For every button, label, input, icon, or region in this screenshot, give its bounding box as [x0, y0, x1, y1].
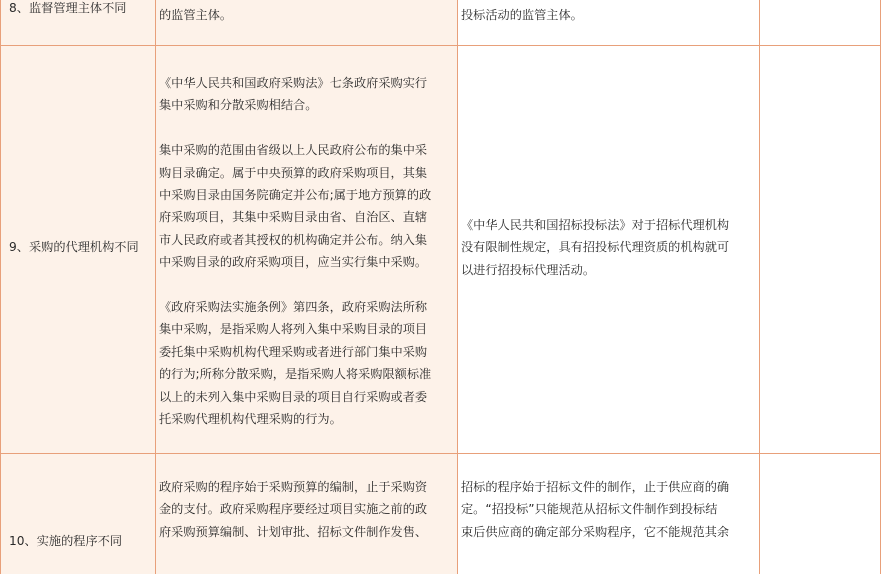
row-9-bidding-cell — [458, 46, 760, 454]
row-8-government-procurement-cell — [156, 0, 458, 46]
row-9-government-procurement-cell — [156, 46, 458, 454]
row-8-col1-line: 的监管主体。 — [159, 8, 233, 22]
row-9-col1-p3-line: 集中采购，是指采购人将列入集中采购目录的项目 — [159, 322, 428, 337]
row-9-col2-line: 以进行招投标代理活动。 — [461, 262, 596, 277]
row-9-notes-cell — [760, 46, 881, 454]
row-9-col1-p3-line: 托采购代理机构代理采购的行为。 — [159, 412, 342, 427]
row-9-col1-p3-line: 的行为;所称分散采购，是指采购人将采购限额标准 — [159, 367, 432, 382]
row-9-col2-line: 没有限制性规定，具有招投标代理资质的机构就可 — [461, 240, 730, 255]
row-10-col2-line: 招标的程序始于招标文件的制作，止于供应商的确 — [461, 480, 730, 494]
row-10-notes-cell — [760, 454, 881, 574]
row-8-col2-line: 投标活动的监管主体。 — [461, 8, 583, 22]
row-10-col1-line: 府采购预算编制、计划审批、招标文件制作发售、 — [159, 524, 428, 539]
row-9-col1-p2-line: 府采购项目，其集中采购目录由省、自治区、直辖 — [159, 210, 428, 225]
row-9-col1-p2-line: 集中采购的范围由省级以上人民政府公布的集中采 — [159, 143, 428, 158]
blank-line — [159, 117, 451, 139]
row-8-notes-cell — [760, 0, 881, 46]
blank-line — [159, 274, 451, 296]
row-10-bidding-cell — [458, 454, 760, 574]
row-10-label-cell — [0, 454, 156, 574]
row-9-label-cell — [0, 46, 156, 454]
row-9-col1-p3-line: 《政府采购法实施条例》第四条，政府采购法所称 — [159, 300, 428, 315]
row-9-col1-p2-line: 市人民政府或者其授权的机构确定并公布。纳入集 — [159, 232, 428, 247]
row-9-col1-p1-line: 《中华人民共和国政府采购法》七条政府采购实行 — [159, 76, 428, 90]
row-10-government-procurement-cell — [156, 454, 458, 574]
row-9-col1-p2-line: 中采购目录由国务院确定并公布;属于地方预算的政 — [159, 188, 432, 203]
row-10-col2-line: 定。“招投标”只能规范从招标文件制作到投标结 — [461, 502, 718, 517]
row-9-col1-p2-line: 中采购目录的政府采购项目，应当实行集中采购。 — [159, 255, 428, 270]
row-10-label: 10、实施的程序不同 — [9, 534, 123, 548]
row-8-bidding-cell — [458, 0, 760, 46]
row-9-col2-line: 《中华人民共和国招标投标法》对于招标代理机构 — [461, 218, 730, 232]
row-9-label: 9、采购的代理机构不同 — [9, 240, 139, 254]
row-10-col1-line: 金的支付。政府采购程序要经过项目实施之前的政 — [159, 502, 428, 517]
row-9-col1-p3-line: 以上的未列入集中采购目录的项目自行采购或者委 — [159, 389, 428, 404]
row-9-col1-p1-line: 集中采购和分散采购相结合。 — [159, 98, 318, 113]
row-10-col1-line: 政府采购的程序始于采购预算的编制，止于采购资 — [159, 480, 428, 494]
row-9-col1-p2-line: 购目录确定。属于中央预算的政府采购项目，其集 — [159, 165, 428, 180]
row-8-label-cell — [0, 0, 156, 46]
row-8-label: 8、监督管理主体不同 — [9, 1, 127, 15]
row-9-col1-p3-line: 委托集中采购机构代理采购或者进行部门集中采购 — [159, 344, 428, 359]
row-10-col2-line: 束后供应商的确定部分采购程序，它不能规范其余 — [461, 524, 730, 539]
